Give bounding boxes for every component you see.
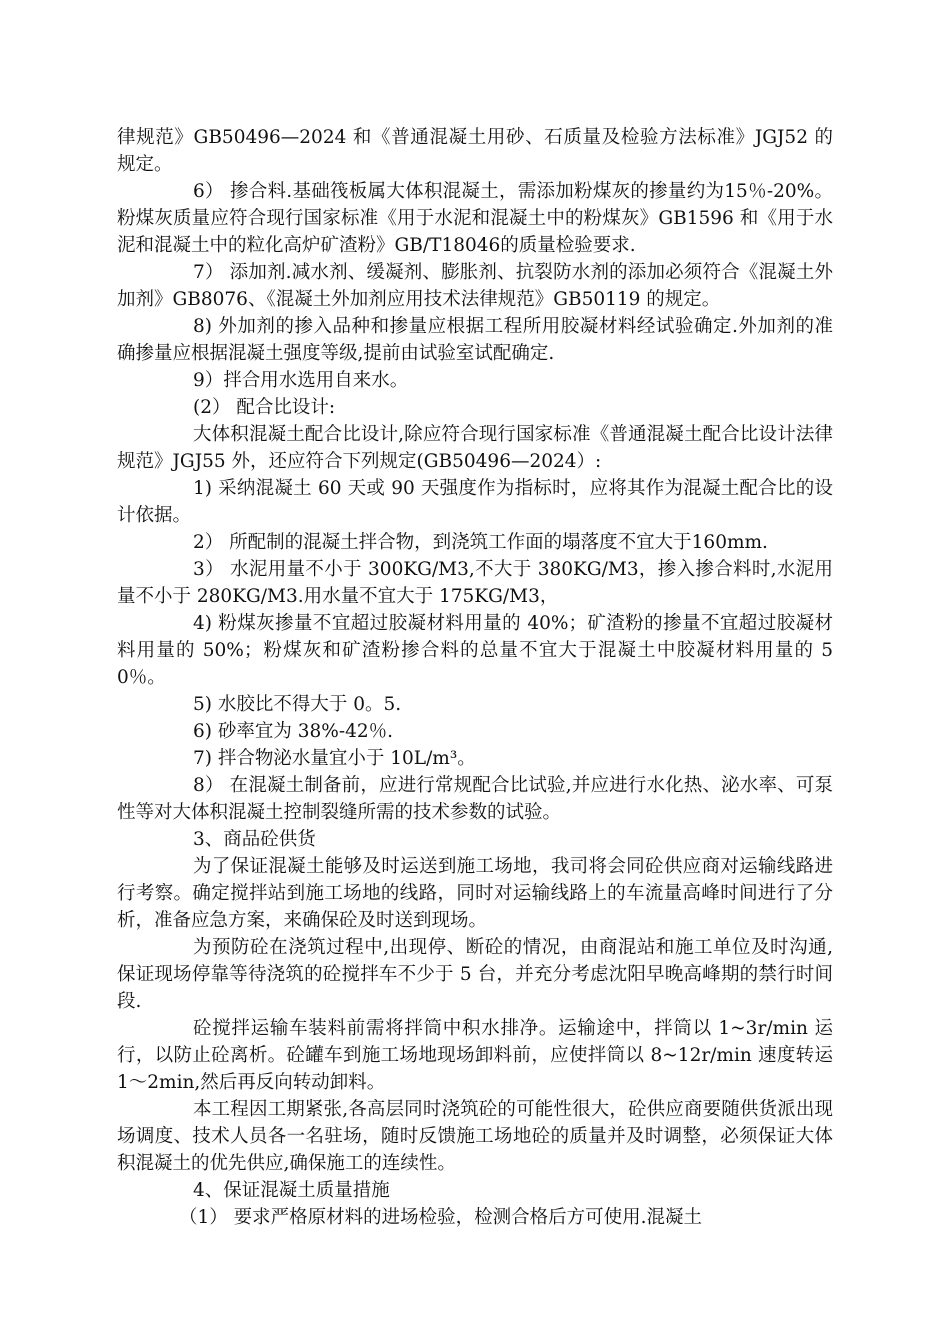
paragraph-strength-index: 1) 采纳混凝土 60 天或 90 天强度作为指标时，应将其作为混凝土配合比的设计依据。 xyxy=(117,478,833,526)
paragraph-sand-ratio: 6) 砂率宜为 38%-42％. xyxy=(193,721,394,742)
paragraph-additive-dosage: 8) 外加剂的掺入品种和掺量应根据工程所用胶凝材料经试验确定.外加剂的准确掺量应根据混凝土强度等级,提前由试验室试配确定. xyxy=(117,316,833,364)
paragraph-additives: 7） 添加剂.减水剂、缓凝剂、膨胀剂、抗裂防水剂的添加必须符合《混凝土外加剂》GB8076、《混凝土外加剂应用技术法律规范》GB50119 的规定。 xyxy=(117,262,833,310)
paragraph-mixer-truck: 砼搅拌运输车装料前需将拌筒中积水排净。运输途中，拌筒以 1~3r/min 运行，以防止砼离析。砼罐车到施工场地现场卸料前，应使拌筒以 8~12r/min 速度转运 1～2min,然后再反向转动卸料。 xyxy=(117,1018,833,1093)
paragraph-supplier-staff: 本工程因工期紧张,各高层同时浇筑砼的可能性很大，砼供应商要随供货派出现场调度、技术人员各一名驻场，随时反馈施工场地砼的质量并及时调整，必须保证大体积混凝土的优先供应,确保施工的连续性。 xyxy=(117,1099,833,1174)
paragraph-continuous-supply: 为预防砼在浇筑过程中,出现停、断砼的情况，由商混站和施工单位及时沟通,保证现场停靠等待浇筑的砼搅拌车不少于 5 台，并充分考虑沈阳早晚高峰期的禁行时间段. xyxy=(117,937,833,1012)
section-heading-mix-design: (2） 配合比设计: xyxy=(193,397,336,418)
paragraph-gb50496-continuation: 律规范》GB50496—2024 和《普通混凝土用砂、石质量及检验方法标准》JGJ52 的规定。 xyxy=(117,127,833,175)
paragraph-water-binder-ratio: 5) 水胶比不得大于 0。5. xyxy=(193,694,402,715)
paragraph-material-inspection: （1） 要求严格原材料的进场检验，检测合格后方可使用.混凝土 xyxy=(179,1207,703,1228)
section-heading-concrete-supply: 3、商品砼供货 xyxy=(193,829,316,850)
section-heading-quality-measures: 4、保证混凝土质量措施 xyxy=(193,1180,390,1201)
paragraph-trial-mix: 8） 在混凝土制备前，应进行常规配合比试验,并应进行水化热、泌水率、可泵性等对大体积混凝土控制裂缝所需的技术参数的试验。 xyxy=(117,775,833,823)
paragraph-mixing-water: 9）拌合用水选用自来水。 xyxy=(193,370,409,391)
paragraph-bleeding: 7) 拌合物泌水量宜小于 10L/m³。 xyxy=(193,748,476,769)
paragraph-slump: 2） 所配制的混凝土拌合物，到浇筑工作面的塌落度不宜大于160mm. xyxy=(193,532,768,553)
paragraph-transport-route: 为了保证混凝土能够及时运送到施工场地，我司将会同砼供应商对运输线路进行考察。确定搅拌站到施工场地的线路，同时对运输线路上的车流量高峰时间进行了分析，准备应急方案，来确保砼及时送到现场。 xyxy=(117,856,833,931)
paragraph-mix-design-intro: 大体积混凝土配合比设计,除应符合现行国家标准《普通混凝土配合比设计法律规范》JGJ55 外，还应符合下列规定(GB50496—2024）: xyxy=(117,424,833,472)
paragraph-cement-content: 3） 水泥用量不小于 300KG/M3,不大于 380KG/M3，掺入掺合料时,水泥用量不小于 280KG/M3.用水量不宜大于 175KG/M3， xyxy=(117,559,833,607)
document-body xyxy=(117,124,833,1231)
paragraph-flyash-dosage: 4) 粉煤灰掺量不宜超过胶凝材料用量的 40%；矿渣粉的掺量不宜超过胶凝材料用量的 50%；粉煤灰和矿渣粉掺合料的总量不宜大于混凝土中胶凝材料用量的 50％。 xyxy=(117,613,833,688)
paragraph-admixture-flyash: 6） 掺合料.基础筏板属大体积混凝土，需添加粉煤灰的掺量约为15％-20%。粉煤灰质量应符合现行国家标准《用于水泥和混凝土中的粉煤灰》GB1596 和《用于水泥和混凝土中的粒化高炉矿渣粉》GB/T18046的质量检验要求. xyxy=(117,181,833,256)
